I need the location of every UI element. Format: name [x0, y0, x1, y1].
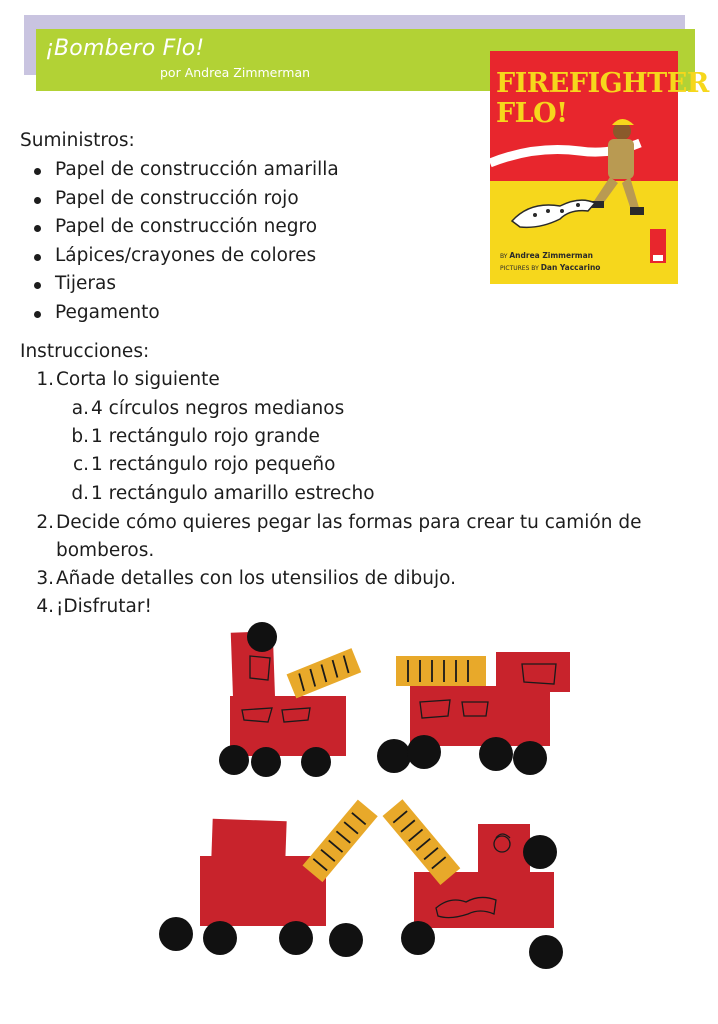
- instruction-substep: [71, 482, 375, 506]
- list-item: Papel de construcción negro: [55, 213, 339, 242]
- step-text: ¡Disfrutar!: [56, 596, 152, 617]
- substep-text: 1 rectángulo rojo grande: [91, 426, 320, 447]
- cover-illustrator-credit: [500, 263, 600, 272]
- list-item: Papel de construcción rojo: [55, 185, 339, 214]
- step-text: Decide cómo quieres pegar las formas para crear tu camión de: [56, 512, 642, 533]
- list-item: Papel de construcción amarilla: [55, 156, 339, 185]
- cover-title-line2: FLO!: [496, 98, 568, 129]
- fire-truck-craft: [383, 799, 563, 969]
- fire-truck-craft: [219, 622, 361, 777]
- list-item: Tijeras: [55, 270, 339, 299]
- step-text-continued: bomberos.: [56, 540, 155, 561]
- instruction-step-continuation: [56, 539, 154, 563]
- cover-illustrator-prefix: PICTURES BY: [500, 265, 539, 272]
- step-number: 1.: [36, 369, 54, 390]
- fire-truck-craft: [377, 652, 570, 775]
- instructions-heading: Instrucciones:: [20, 341, 150, 362]
- page-title: ¡Bombero Flo!: [45, 36, 205, 61]
- substep-letter: c.: [72, 454, 89, 475]
- instruction-step: [36, 368, 220, 392]
- cover-author: Andrea Zimmerman: [509, 251, 593, 260]
- step-number: 3.: [36, 568, 54, 589]
- instruction-step: [36, 595, 152, 619]
- fire-truck-craft: [159, 800, 378, 957]
- substep-text: 4 círculos negros medianos: [91, 398, 345, 419]
- substep-letter: d.: [71, 483, 89, 504]
- substep-letter: b.: [71, 426, 89, 447]
- fire-trucks-photo: [150, 612, 580, 987]
- list-item: Lápices/crayones de colores: [55, 242, 339, 271]
- instruction-substep: [71, 397, 345, 421]
- instruction-step: [36, 567, 457, 591]
- substep-text: 1 rectángulo rojo pequeño: [91, 454, 336, 475]
- cover-author-credit: [500, 251, 593, 260]
- supplies-list: [55, 156, 339, 328]
- list-item: Pegamento: [55, 299, 339, 328]
- author-line: por Andrea Zimmerman: [160, 65, 311, 80]
- cover-title: [496, 69, 709, 129]
- step-text: Corta lo siguiente: [56, 369, 220, 390]
- book-cover: [490, 51, 709, 284]
- cover-illustrator: Dan Yaccarino: [540, 263, 601, 272]
- instruction-substep: [71, 425, 320, 449]
- cover-author-prefix: BY: [500, 253, 508, 260]
- substep-letter: a.: [71, 398, 89, 419]
- supplies-heading: Suministros:: [20, 130, 135, 151]
- step-number: 2.: [36, 512, 54, 533]
- instruction-step: [36, 511, 642, 535]
- step-text: Añade detalles con los utensilios de dibujo.: [56, 568, 457, 589]
- instruction-substep: [72, 453, 336, 477]
- substep-text: 1 rectángulo amarillo estrecho: [91, 483, 375, 504]
- step-number: 4.: [36, 596, 54, 617]
- cover-title-line1: FIREFIGHTER: [496, 68, 709, 99]
